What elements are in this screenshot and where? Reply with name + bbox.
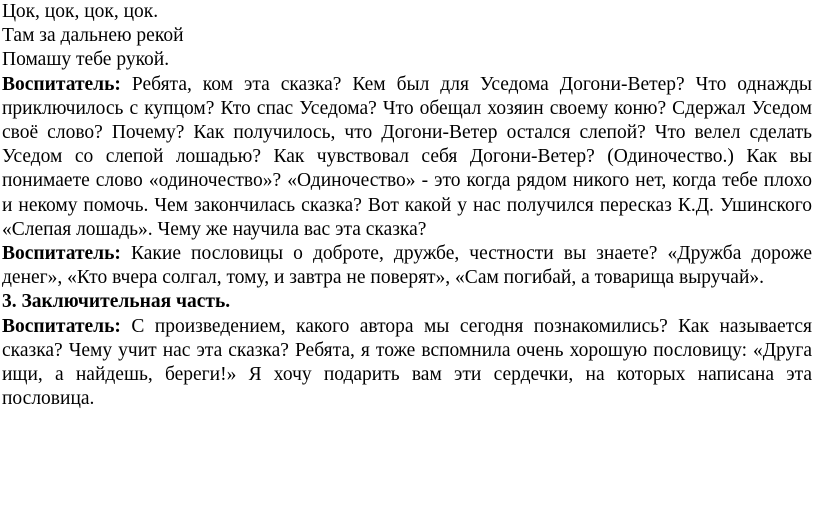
document-page bbox=[2, 0, 812, 411]
paragraph-2 bbox=[2, 242, 812, 290]
paragraph-1 bbox=[2, 73, 812, 242]
section-heading: 3. Заключительная часть. bbox=[2, 291, 231, 313]
paragraph-2-text: Какие пословицы о доброте, дружбе, честности вы знаете? «Дружба дороже денег», «Кто вчера солгал, тому, и завтра не поверят», «Сам погибай, а товарища выручай». bbox=[2, 243, 812, 289]
paragraph-3-text: С произведением, какого автора мы сегодня познакомились? Как называется сказка? Чему учит нас эта сказка? Ребята, я тоже вспомнила очень хорошую пословицу: «Друга ищи, а найдешь, береги!» Я хочу подарить вам эти сердечки, на которых написана эта пословица. bbox=[2, 315, 813, 410]
paragraph-1-text: Ребята, ком эта сказка? Кем был для Уседома Догони-Ветер? Что однажды приключилось с купцом? Кто спас Уседома? Что обещал хозяин своему коню? Сдержал Уседом своё слово? Почему? Как получилось, что Догони-Ветер остался слепой? Что велел сделать Уседом со слепой лошадью? Как чувствовал себя Догони-Ветер? (Одиночество.) Как вы понимаете слово «одиночество»? «Одиночество» - это когда рядом никого нет, когда тебе плохо и некому помочь. Чем закончилась сказка? Вот какой у нас получился пересказ К.Д. Ушинского «Слепая лошадь». Чему же научила вас эта сказка? bbox=[2, 73, 812, 240]
speaker-label: Воспитатель: bbox=[2, 315, 121, 337]
poem-line-3: Помашу тебе рукой. bbox=[2, 49, 170, 71]
poem-line-1: Цок, цок, цок, цок. bbox=[2, 1, 159, 22]
paragraph-3 bbox=[2, 315, 812, 412]
poem-line-2: Там за дальнею рекой bbox=[2, 25, 184, 47]
speaker-label: Воспитатель: bbox=[2, 73, 121, 95]
speaker-label: Воспитатель: bbox=[2, 243, 121, 265]
